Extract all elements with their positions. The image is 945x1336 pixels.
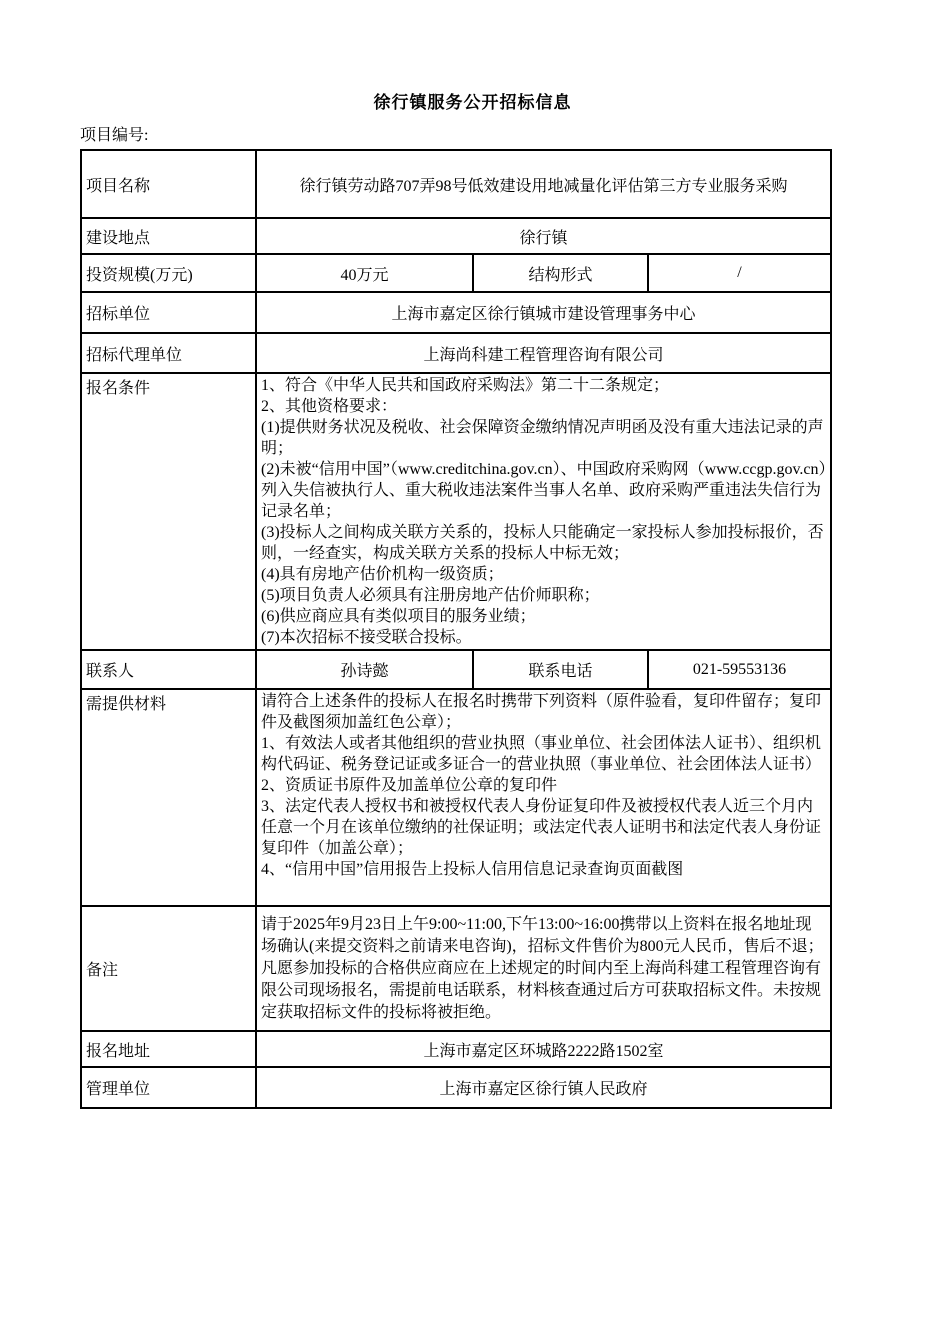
conditions-paragraph: (3)投标人之间构成关联方关系的，投标人只能确定一家投标人参加投标报价，否则，一经查实，构成关联方关系的投标人中标无效； — [261, 524, 824, 562]
conditions-paragraph: (1)提供财务状况及税收、社会保障资金缴纳情况声明函及没有重大违法记录的声明； — [261, 419, 824, 457]
conditions-paragraph: (6)供应商应具有类似项目的服务业绩； — [261, 608, 536, 625]
value-remarks — [256, 906, 831, 1031]
value-admin-unit: 上海市嘉定区徐行镇人民政府 — [256, 1067, 831, 1108]
label-project-name: 项目名称 — [81, 150, 256, 218]
row-agency — [81, 333, 831, 373]
label-materials: 需提供材料 — [81, 689, 256, 906]
row-address — [81, 1031, 831, 1067]
value-contact-name: 孙诗懿 — [256, 650, 473, 689]
value-location: 徐行镇 — [256, 218, 831, 254]
materials-paragraph: 4、“信用中国”信用报告上投标人信用信息记录查询页面截图 — [261, 861, 684, 878]
conditions-paragraph: (5)项目负责人必须具有注册房地产估价师职称； — [261, 587, 600, 604]
label-contact: 联系人 — [81, 650, 256, 689]
label-remarks: 备注 — [81, 906, 256, 1031]
materials-paragraph: 3、法定代表人授权书和被授权代表人身份证复印件及被授权代表人近三个月内任意一个月在该单位缴纳的社保证明；或法定代表人证明书和法定代表人身份证复印件（加盖公章）； — [261, 798, 822, 857]
conditions-paragraph: 1、符合《中华人民共和国政府采购法》第二十二条规定； — [261, 377, 670, 394]
label-tender-unit: 招标单位 — [81, 292, 256, 333]
value-conditions — [256, 373, 831, 650]
label-admin-unit: 管理单位 — [81, 1067, 256, 1108]
conditions-paragraph: (2)未被“信用中国”（www.creditchina.gov.cn）、中国政府采购网（www.ccgp.gov.cn）列入失信被执行人、重大税收违法案件当事人名单、政府采购严重违法失信行为记录名单； — [261, 461, 827, 520]
materials-paragraph: 2、资质证书原件及加盖单位公章的复印件 — [261, 777, 558, 794]
conditions-paragraph: (7)本次招标不接受联合投标。 — [261, 629, 472, 646]
remarks-paragraph: 请于2025年9月23日上午9:00~11:00,下午13:00~16:00携带以上资料在报名地址现场确认(来提交资料之前请来电咨询)，招标文件售价为800元人民币，售后不退；凡愿参加投标的合格供应商应在上述规定的时间内至上海尚科建工程管理咨询有限公司现场报名，需提前电话联系，材料核查通过后方可获取招标文件。未按规定获取招标文件的投标将被拒绝。 — [261, 915, 824, 1021]
value-address: 上海市嘉定区环城路2222路1502室 — [256, 1031, 831, 1067]
row-location — [81, 218, 831, 254]
materials-paragraph: 请符合上述条件的投标人在报名时携带下列资料（原件验看，复印件留存；复印件及截图须加盖红色公章）； — [261, 693, 822, 731]
label-agency: 招标代理单位 — [81, 333, 256, 373]
page-title: 徐行镇服务公开招标信息 — [373, 93, 572, 112]
label-location: 建设地点 — [81, 218, 256, 254]
row-materials — [81, 689, 831, 906]
value-tender-unit: 上海市嘉定区徐行镇城市建设管理事务中心 — [256, 292, 831, 333]
label-conditions: 报名条件 — [81, 373, 256, 650]
value-materials — [256, 689, 831, 906]
row-remarks — [81, 906, 831, 1031]
tender-info-table — [80, 149, 832, 1109]
value-project-name: 徐行镇劳动路707弄98号低效建设用地减量化评估第三方专业服务采购 — [256, 150, 831, 218]
conditions-paragraph: (4)具有房地产估价机构一级资质； — [261, 566, 504, 583]
materials-paragraph: 1、有效法人或者其他组织的营业执照（事业单位、社会团体法人证书）、组织机构代码证、税务登记证或多证合一的营业执照（事业单位、社会团体法人证书） — [261, 735, 822, 773]
value-investment: 40万元 — [256, 254, 473, 292]
row-contact — [81, 650, 831, 689]
value-agency: 上海尚科建工程管理咨询有限公司 — [256, 333, 831, 373]
label-address: 报名地址 — [81, 1031, 256, 1067]
label-investment: 投资规模(万元) — [81, 254, 256, 292]
row-investment — [81, 254, 831, 292]
label-contact-phone: 联系电话 — [473, 650, 648, 689]
project-number-label: 项目编号: — [80, 127, 149, 144]
row-tender-unit — [81, 292, 831, 333]
label-structure-type: 结构形式 — [473, 254, 648, 292]
row-conditions — [81, 373, 831, 650]
value-structure-type: / — [648, 254, 831, 292]
value-contact-phone: 021-59553136 — [648, 650, 831, 689]
conditions-paragraph: 2、其他资格要求： — [261, 398, 398, 415]
row-admin-unit — [81, 1067, 831, 1108]
row-project-name — [81, 150, 831, 218]
